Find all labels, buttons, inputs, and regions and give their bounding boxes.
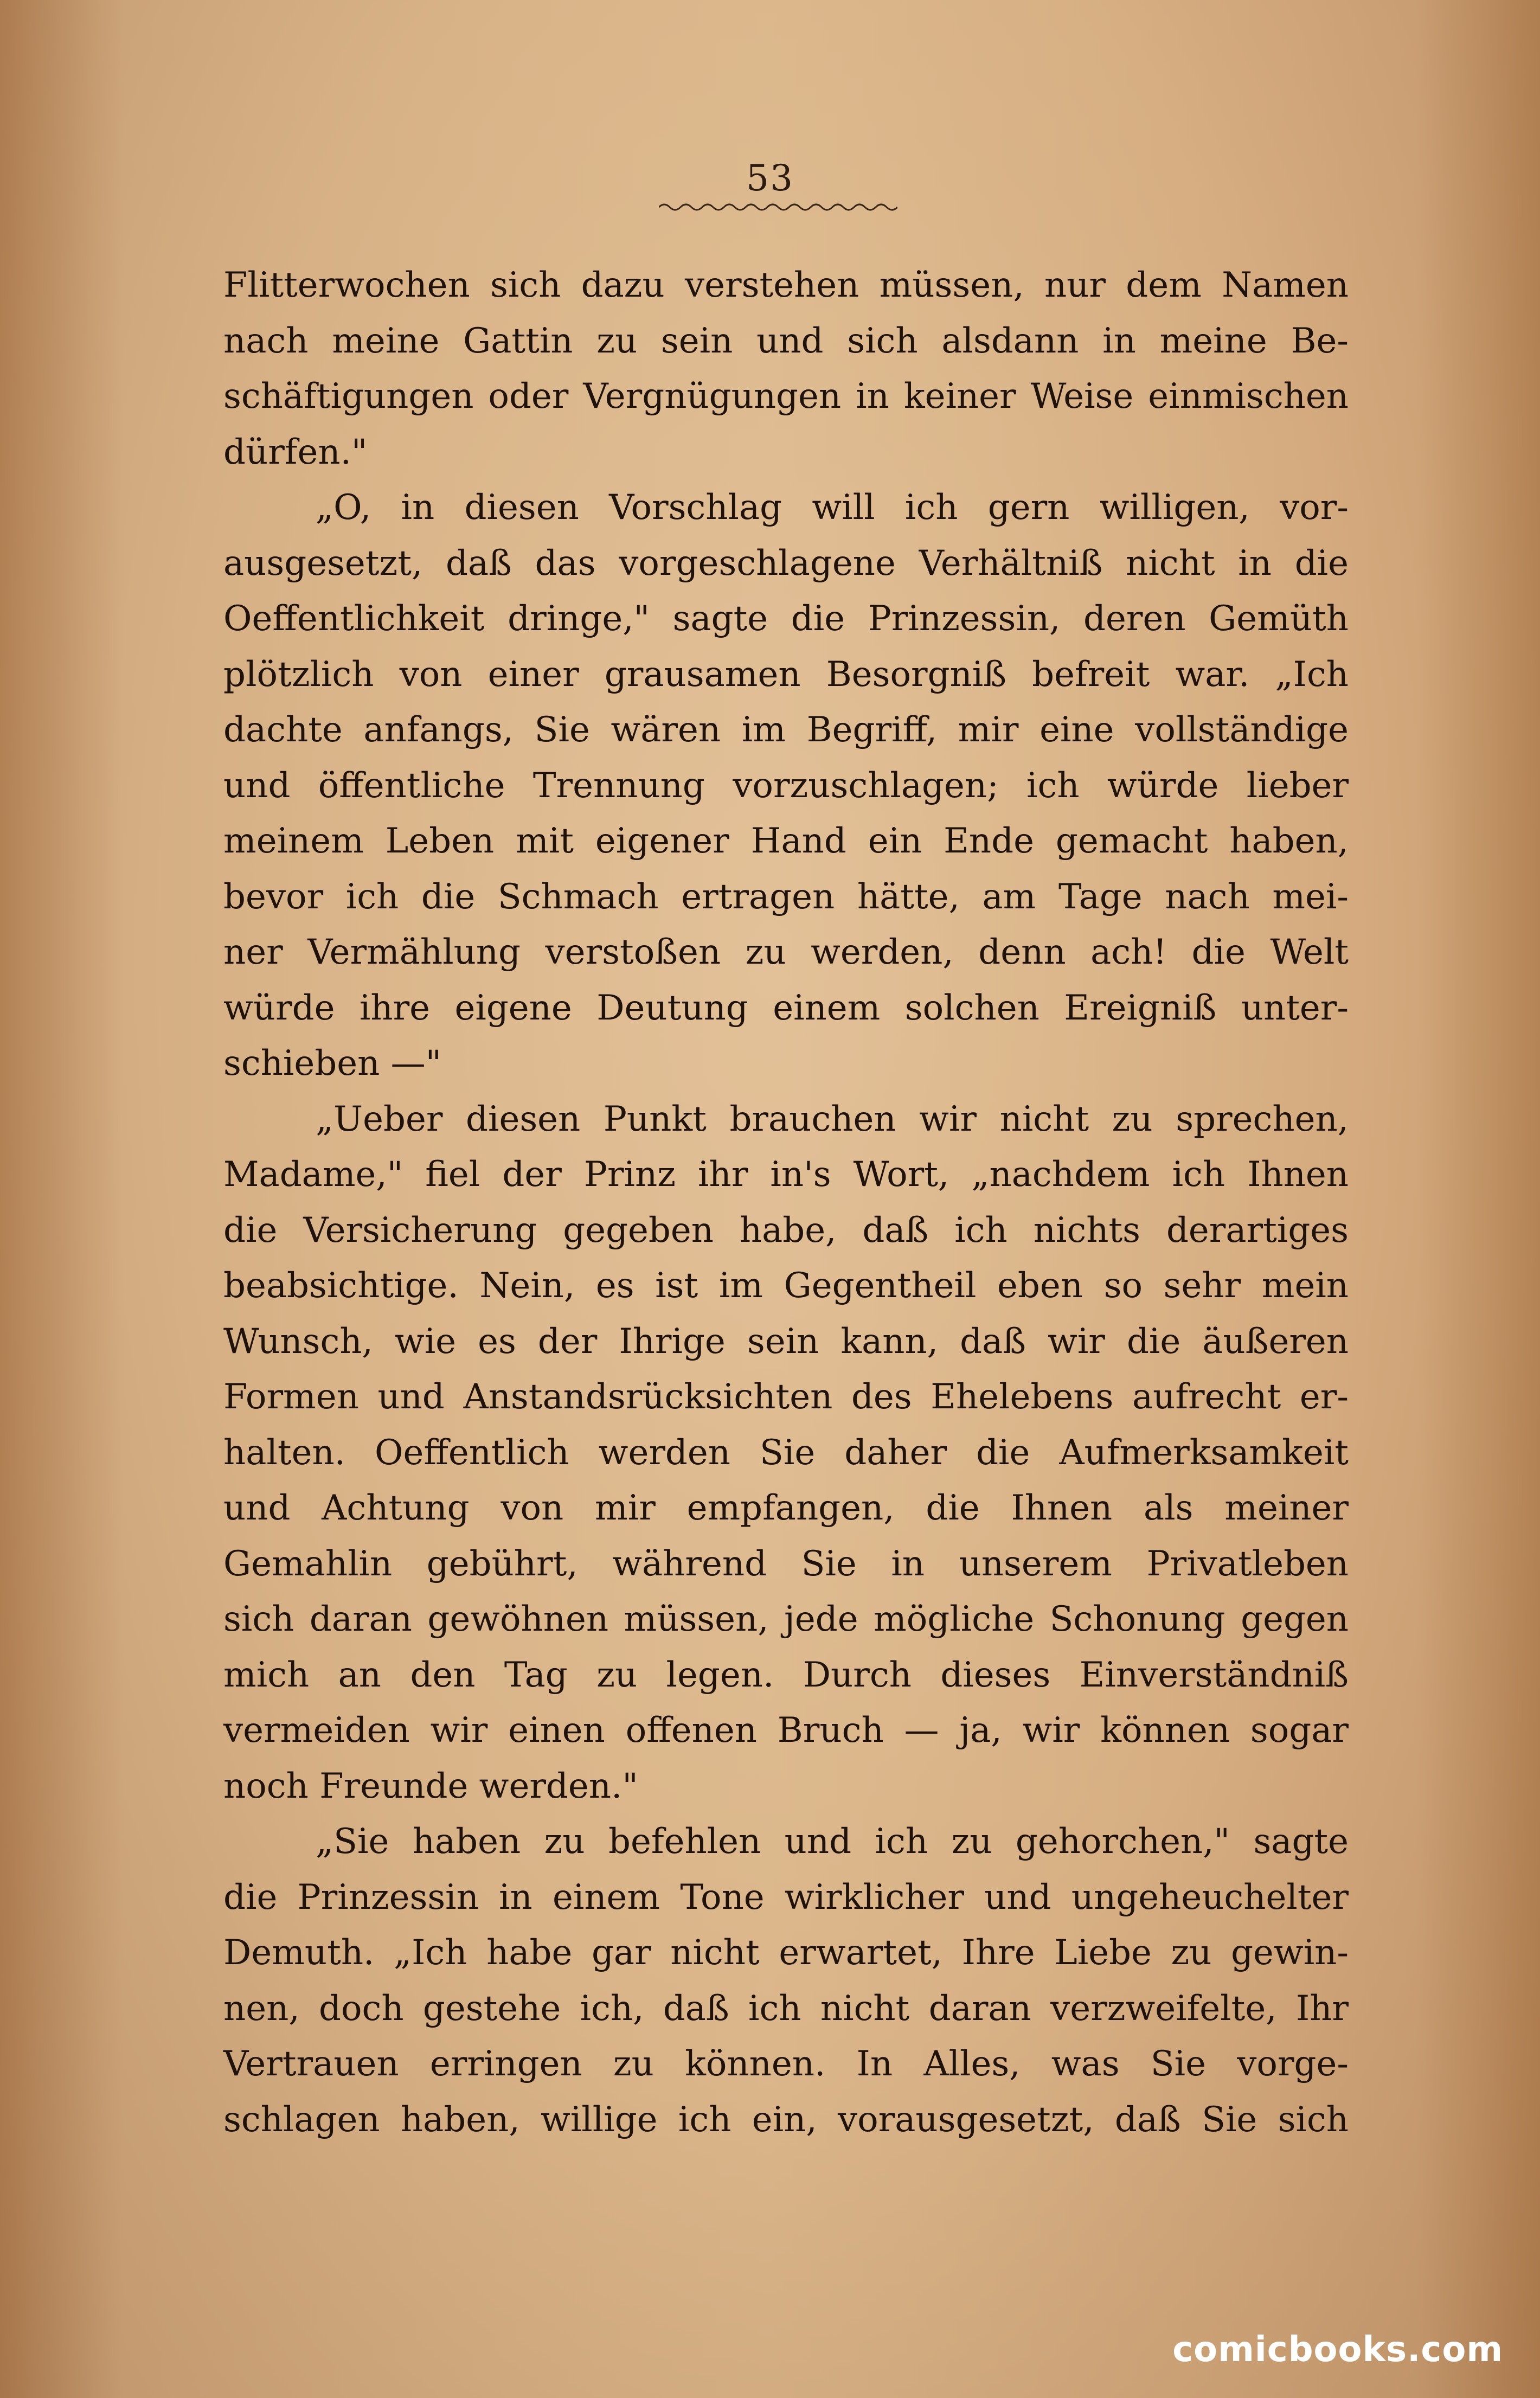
text-line: ner Vermählung verstoßen zu werden, denn ach! die Welt — [223, 932, 1349, 972]
text-line: bevor ich die Schmach ertragen hätte, am Tage nach mei- — [223, 876, 1349, 917]
text-line: mich an den Tag zu legen. Durch dieses Einverständniß — [223, 1655, 1349, 1695]
text-line: schlagen haben, willige ich ein, vorausgesetzt, daß Sie sich — [223, 2099, 1349, 2140]
text-line: „Sie haben zu befehlen und ich zu gehorchen," sagte — [316, 1822, 1349, 1862]
text-line: und öffentliche Trennung vorzuschlagen; ich würde lieber — [223, 765, 1349, 806]
text-line: Demuth. „Ich habe gar nicht erwartet, Ihre Liebe zu gewin- — [223, 1933, 1349, 1973]
text-line: Gemahlin gebührt, während Sie in unserem Privatleben — [223, 1543, 1349, 1584]
text-line: Madame," fiel der Prinz ihr in's Wort, „nachdem ich Ihnen — [223, 1155, 1349, 1195]
text-line: nach meine Gattin zu sein und sich alsdann in meine Be- — [223, 320, 1349, 361]
text-line: schieben —" — [223, 1043, 442, 1083]
text-line: ausgesetzt, daß das vorgeschlagene Verhältniß nicht in die — [223, 543, 1349, 584]
text-line: die Versicherung gegeben habe, daß ich nichts derartiges — [223, 1210, 1349, 1251]
text-line: Flitterwochen sich dazu verstehen müssen, nur dem Namen — [223, 265, 1349, 305]
text-line: die Prinzessin in einem Tone wirklicher und ungeheuchelter — [223, 1877, 1349, 1918]
text-line: Formen und Anstandsrücksichten des Ehelebens aufrecht er- — [223, 1377, 1349, 1417]
text-line: „O, in diesen Vorschlag will ich gern willigen, vor- — [316, 488, 1349, 528]
text-line: „Ueber diesen Punkt brauchen wir nicht zu sprechen, — [316, 1099, 1349, 1139]
text-line: sich daran gewöhnen müssen, jede mögliche Schonung gegen — [223, 1599, 1349, 1639]
text-line: Wunsch, wie es der Ihrige sein kann, daß wir die äußeren — [223, 1321, 1349, 1362]
text-line: und Achtung von mir empfangen, die Ihnen als meiner — [223, 1488, 1349, 1528]
text-line: nen, doch gestehe ich, daß ich nicht daran verzweifelte, Ihr — [223, 1988, 1349, 2029]
text-line: plötzlich von einer grausamen Besorgniß befreit war. „Ich — [223, 654, 1349, 695]
text-line: Oeffentlichkeit dringe," sagte die Prinzessin, deren Gemüth — [223, 599, 1349, 639]
text-line: schäftigungen oder Vergnügungen in keiner Weise einmischen — [223, 376, 1349, 416]
text-line: würde ihre eigene Deutung einem solchen Ereigniß unter- — [223, 988, 1349, 1028]
wavy-ornament-rule — [659, 201, 897, 214]
text-line: dürfen." — [223, 432, 368, 472]
text-line: dachte anfangs, Sie wären im Begriff, mir eine vollständige — [223, 710, 1349, 750]
text-line: meinem Leben mit eigener Hand ein Ende gemacht haben, — [223, 821, 1349, 861]
page-number: 53 — [746, 157, 794, 199]
text-line: noch Freunde werden." — [223, 1766, 638, 1806]
text-line: beabsichtige. Nein, es ist im Gegentheil eben so sehr mein — [223, 1266, 1349, 1306]
watermark: comicbooks.com — [1172, 2330, 1503, 2370]
body-text — [223, 258, 1349, 2147]
text-line: halten. Oeffentlich werden Sie daher die Aufmerksamkeit — [223, 1432, 1349, 1473]
text-line: Vertrauen erringen zu können. In Alles, was Sie vorge- — [223, 2044, 1349, 2084]
text-line: vermeiden wir einen offenen Bruch — ja, wir können sogar — [223, 1710, 1349, 1751]
